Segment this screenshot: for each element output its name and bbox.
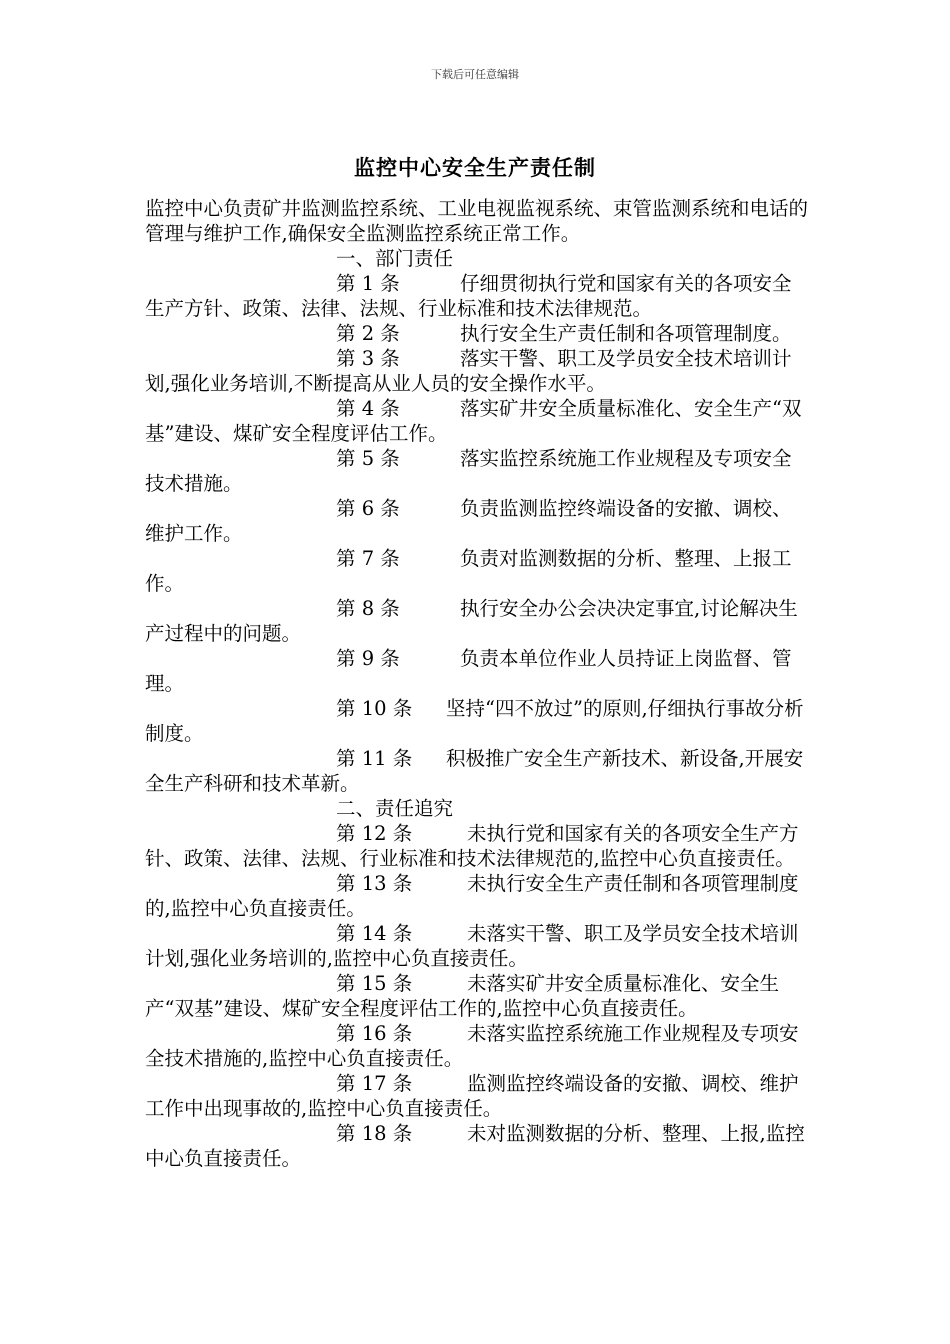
article-text: 仔细贯彻执行党和国家有关的各项安全生产方针、政策、法律、法规、行业标准和技术法律规范。 xyxy=(145,272,792,320)
article-16 xyxy=(145,1021,810,1071)
article-4 xyxy=(145,396,810,446)
article-text: 负责监测监控终端设备的安撤、调校、维护工作。 xyxy=(145,497,792,545)
article-number: 第 5 条 xyxy=(336,447,400,470)
article-7 xyxy=(145,546,810,596)
section-heading-1: 一、部门责任 xyxy=(336,247,454,270)
article-18 xyxy=(145,1121,810,1171)
article-number: 第 16 条 xyxy=(336,1022,413,1045)
article-number: 第 18 条 xyxy=(336,1122,413,1145)
article-number: 第 8 条 xyxy=(336,597,400,620)
intro-paragraph: 监控中心负责矿井监测监控系统、工业电视监视系统、束管监测系统和电话的管理与维护工作,确保安全监测监控系统正常工作。 xyxy=(145,197,809,245)
article-text: 未落实监控系统施工作业规程及专项安全技术措施的,监控中心负直接责任。 xyxy=(145,1022,799,1070)
article-text: 负责本单位作业人员持证上岗监督、管理。 xyxy=(145,647,792,695)
article-3 xyxy=(145,346,810,396)
article-text: 未落实矿井安全质量标准化、安全生产“双基”建设、煤矿安全程度评估工作的,监控中心负直接责任。 xyxy=(145,972,780,1020)
article-number: 第 11 条 xyxy=(336,747,413,770)
article-11 xyxy=(145,746,810,796)
article-number: 第 17 条 xyxy=(336,1072,413,1095)
article-text: 执行安全办公会决决定事宜,讨论解决生产过程中的问题。 xyxy=(145,597,798,645)
article-13 xyxy=(145,871,810,921)
article-number: 第 7 条 xyxy=(336,547,400,570)
article-5 xyxy=(145,446,810,496)
section-heading-2: 二、责任追究 xyxy=(336,797,454,820)
article-text: 负责对监测数据的分析、整理、上报工作。 xyxy=(145,547,792,595)
article-number: 第 10 条 xyxy=(336,697,413,720)
article-number: 第 6 条 xyxy=(336,497,400,520)
article-text: 执行安全生产责任制和各项管理制度。 xyxy=(460,322,792,345)
article-text: 未对监测数据的分析、整理、上报,监控中心负直接责任。 xyxy=(145,1122,805,1170)
article-number: 第 9 条 xyxy=(336,647,400,670)
article-number: 第 13 条 xyxy=(336,872,413,895)
article-text: 未落实干警、职工及学员安全技术培训计划,强化业务培训的,监控中心负直接责任。 xyxy=(145,922,799,970)
article-text: 落实矿井安全质量标准化、安全生产“双基”建设、煤矿安全程度评估工作。 xyxy=(145,397,802,445)
article-text: 落实干警、职工及学员安全技术培训计划,强化业务培训,不断提高从业人员的安全操作水平。 xyxy=(145,347,792,395)
document-title: 监控中心安全生产责任制 xyxy=(354,155,596,180)
article-text: 积极推广安全生产新技术、新设备,开展安全生产科研和技术革新。 xyxy=(145,747,804,795)
article-text: 未执行安全生产责任制和各项管理制度的,监控中心负直接责任。 xyxy=(145,872,799,920)
article-6 xyxy=(145,496,810,546)
article-text: 监测监控终端设备的安撤、调校、维护工作中出现事故的,监控中心负直接责任。 xyxy=(145,1072,799,1120)
article-number: 第 4 条 xyxy=(336,397,400,420)
article-number: 第 3 条 xyxy=(336,347,400,370)
article-12 xyxy=(145,821,810,871)
article-number: 第 1 条 xyxy=(336,272,400,295)
header-note: 下载后可任意编辑 xyxy=(431,68,519,81)
article-number: 第 2 条 xyxy=(336,322,400,345)
article-number: 第 12 条 xyxy=(336,822,413,845)
article-text: 落实监控系统施工作业规程及专项安全技术措施。 xyxy=(145,447,792,495)
article-14 xyxy=(145,921,810,971)
article-15 xyxy=(145,971,810,1021)
article-8 xyxy=(145,596,810,646)
article-17 xyxy=(145,1071,810,1121)
article-number: 第 15 条 xyxy=(336,972,413,995)
article-number: 第 14 条 xyxy=(336,922,413,945)
article-1 xyxy=(145,271,810,321)
document-body xyxy=(145,196,810,1171)
article-10 xyxy=(145,696,810,746)
article-text: 坚持“四不放过”的原则,仔细执行事故分析制度。 xyxy=(145,697,804,745)
article-text: 未执行党和国家有关的各项安全生产方针、政策、法律、法规、行业标准和技术法律规范的,监控中心负直接责任。 xyxy=(145,822,799,870)
article-2 xyxy=(145,321,810,346)
article-9 xyxy=(145,646,810,696)
